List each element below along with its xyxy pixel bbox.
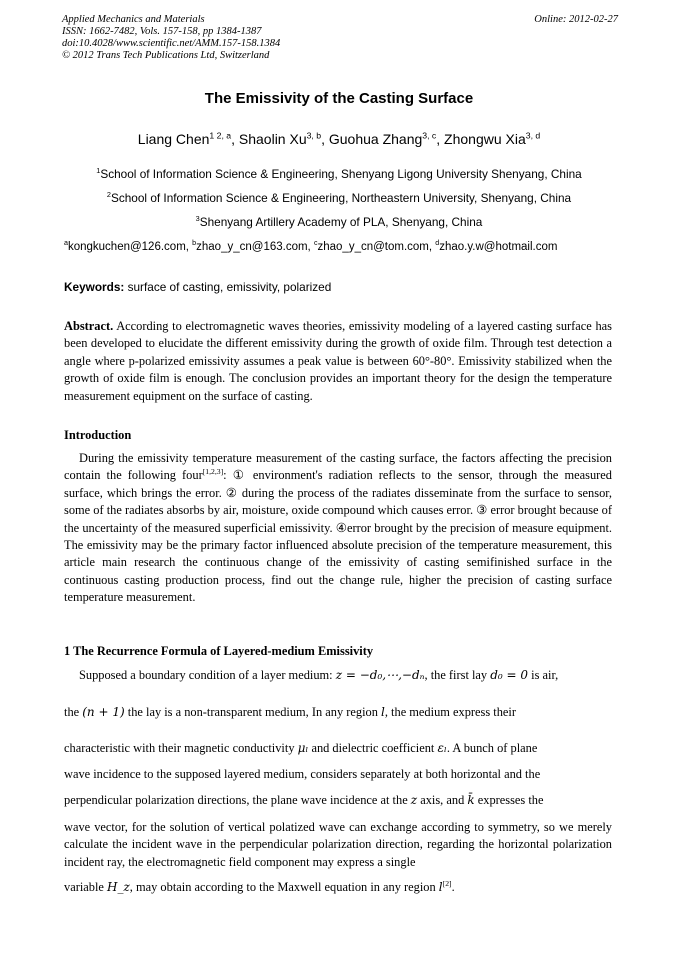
section-1-line-3 xyxy=(64,741,612,756)
affiliation-3 xyxy=(0,215,678,229)
math-inline: l xyxy=(438,880,443,894)
paper-title: The Emissivity of the Casting Surface xyxy=(204,90,474,107)
text-run: , may obtain according to the Maxwell equation in any region xyxy=(129,880,439,894)
math-inline: μₗ xyxy=(297,741,309,755)
text-run: axis, and xyxy=(417,793,468,807)
email[interactable]: zhao_y_cn@tom.com, xyxy=(317,241,436,253)
doi-line: doi:10.4028/www.scientific.net/AMM.157-158.1384 xyxy=(62,38,281,49)
text-run: is air, xyxy=(528,668,559,682)
text-run: Supposed a boundary condition of a layer medium: xyxy=(79,668,336,682)
author-list xyxy=(0,131,678,147)
affiliation-text: Shenyang Artillery Academy of PLA, Shenyang, China xyxy=(199,215,483,229)
math-inline: l xyxy=(381,705,385,719)
author-sup: 1 2, a xyxy=(209,130,232,141)
text-run: variable xyxy=(64,880,107,894)
email[interactable]: kongkuchen@126.com, xyxy=(67,241,193,253)
email[interactable]: zhao.y.w@hotmail.com xyxy=(439,241,558,253)
section-1-line-5 xyxy=(64,793,612,808)
journal-name: Applied Mechanics and Materials xyxy=(62,14,205,25)
section-1-line-1 xyxy=(64,668,612,683)
author-name: Guohua Zhang xyxy=(328,131,423,147)
math-inline: H_z xyxy=(107,880,130,894)
affiliation-1 xyxy=(0,167,678,181)
math-inline: εₗ xyxy=(437,741,447,755)
keywords-label: Keywords: xyxy=(64,280,125,294)
text-run: and dielectric coefficient xyxy=(308,741,438,755)
abstract-text: According to electromagnetic waves theories, emissivity modeling of a layered casting surface has been developed to elucidate the different emissivity during the growth of oxide film. Through test detection a angle where p-polarized emissivity assumes a peak value is between 60°-80°. Emissivity stabilized when the growth of oxide film is enough. The conclusion provides an important theory for the design the temperature measurement equipment on the surface of casting. xyxy=(64,319,612,403)
email-sup: b xyxy=(192,239,197,248)
citation: [2] xyxy=(442,878,452,888)
affiliation-text: School of Information Science & Engineering, Northeastern University, Shenyang, China xyxy=(110,191,572,205)
citation: [1,2,3] xyxy=(202,467,224,477)
affiliation-2 xyxy=(0,191,678,205)
author-sup: 3, c xyxy=(422,130,437,141)
affiliation-sup: 3 xyxy=(195,214,200,224)
abstract-label: Abstract. xyxy=(64,319,114,333)
section-1-line-2 xyxy=(64,705,612,720)
math-inline: k̄ xyxy=(467,793,475,807)
author-name: Zhongwu Xia xyxy=(444,131,526,147)
math-inline: z = −d₀,⋯,−dₙ xyxy=(335,668,425,682)
introduction-text xyxy=(64,450,612,607)
intro-text-a: During the emissivity temperature measurement of the casting surface, the factors affecting the precision contain the following four xyxy=(64,451,612,483)
abstract xyxy=(64,318,612,405)
email[interactable]: zhao_y_cn@163.com, xyxy=(196,241,314,253)
author-sep: , xyxy=(321,131,329,147)
keywords xyxy=(64,280,331,294)
author-name: Shaolin Xu xyxy=(238,131,307,147)
text-run: , the first lay xyxy=(424,668,491,682)
affiliation-text: School of Information Science & Engineering, Shenyang Ligong University Shenyang, China xyxy=(100,167,582,181)
email-list xyxy=(64,241,624,253)
keywords-text: surface of casting, emissivity, polarized xyxy=(124,280,332,294)
text-run: expresses the xyxy=(474,793,544,807)
section-1-heading: 1 The Recurrence Formula of Layered-medium Emissivity xyxy=(64,644,374,658)
math-inline: d₀ = 0 xyxy=(490,668,529,682)
email-sup: c xyxy=(313,239,318,248)
math-inline: (n + 1) xyxy=(82,705,125,719)
author-sup: 3, d xyxy=(525,130,541,141)
section-1-paragraph: wave vector, for the solution of vertical polatized wave can exchange according to symmetry, so we merely calculate the incident wave in the perpendicular polarization direction, regarding the horizontal polarization incident ray, the electromagnetic field component may express a single xyxy=(64,820,612,869)
author-sep: , xyxy=(231,131,239,147)
affiliation-sup: 1 xyxy=(96,166,101,176)
email-sup: d xyxy=(435,239,440,248)
author-sep: , xyxy=(436,131,445,147)
intro-text-b: : ① environment's radiation reflects to the sensor, through the measured surface, which brings the error. ② during the process of the radiates disseminate from the surface to sensor, some of the radiates absorbs by air, moisture, oxide compound which causes error. ③ error brought because of the uncertainty of the measured superficial emissivity. ④error brought by the precision of measure equipment. The emissivity may be the primary factor influenced absolute precision of the temperature measurement, this article main research the continuous change of the emissivity of casting semifinished surface in the continuous casting production process, find out the change rule, higher the precision of casting surface temperature measurement. xyxy=(64,468,612,605)
text-run: . A bunch of plane xyxy=(446,741,538,755)
math-inline: z xyxy=(410,793,418,807)
issn-line: ISSN: 1662-7482, Vols. 157-158, pp 1384-1387 xyxy=(62,26,262,37)
author-name: Liang Chen xyxy=(137,131,210,147)
email-sup: a xyxy=(64,239,68,248)
introduction-heading: Introduction xyxy=(64,428,132,442)
text-run: perpendicular polarization directions, the plane wave incidence at the xyxy=(64,793,411,807)
journal-header xyxy=(62,14,618,62)
section-1-line-4: wave incidence to the supposed layered medium, considers separately at both horizontal and the xyxy=(64,767,541,781)
text-run: characteristic with their magnetic conductivity xyxy=(64,741,298,755)
text-run: . xyxy=(451,880,455,894)
affiliation-sup: 2 xyxy=(106,190,111,200)
text-run: the xyxy=(64,705,83,719)
online-date: Online: 2012-02-27 xyxy=(534,14,618,25)
copyright-line: © 2012 Trans Tech Publications Ltd, Switzerland xyxy=(62,50,270,61)
text-run: the lay is a non-transparent medium, In any region xyxy=(124,705,382,719)
text-run: , the medium express their xyxy=(384,705,516,719)
author-sup: 3, b xyxy=(306,130,322,141)
section-1-line-9 xyxy=(64,880,612,895)
